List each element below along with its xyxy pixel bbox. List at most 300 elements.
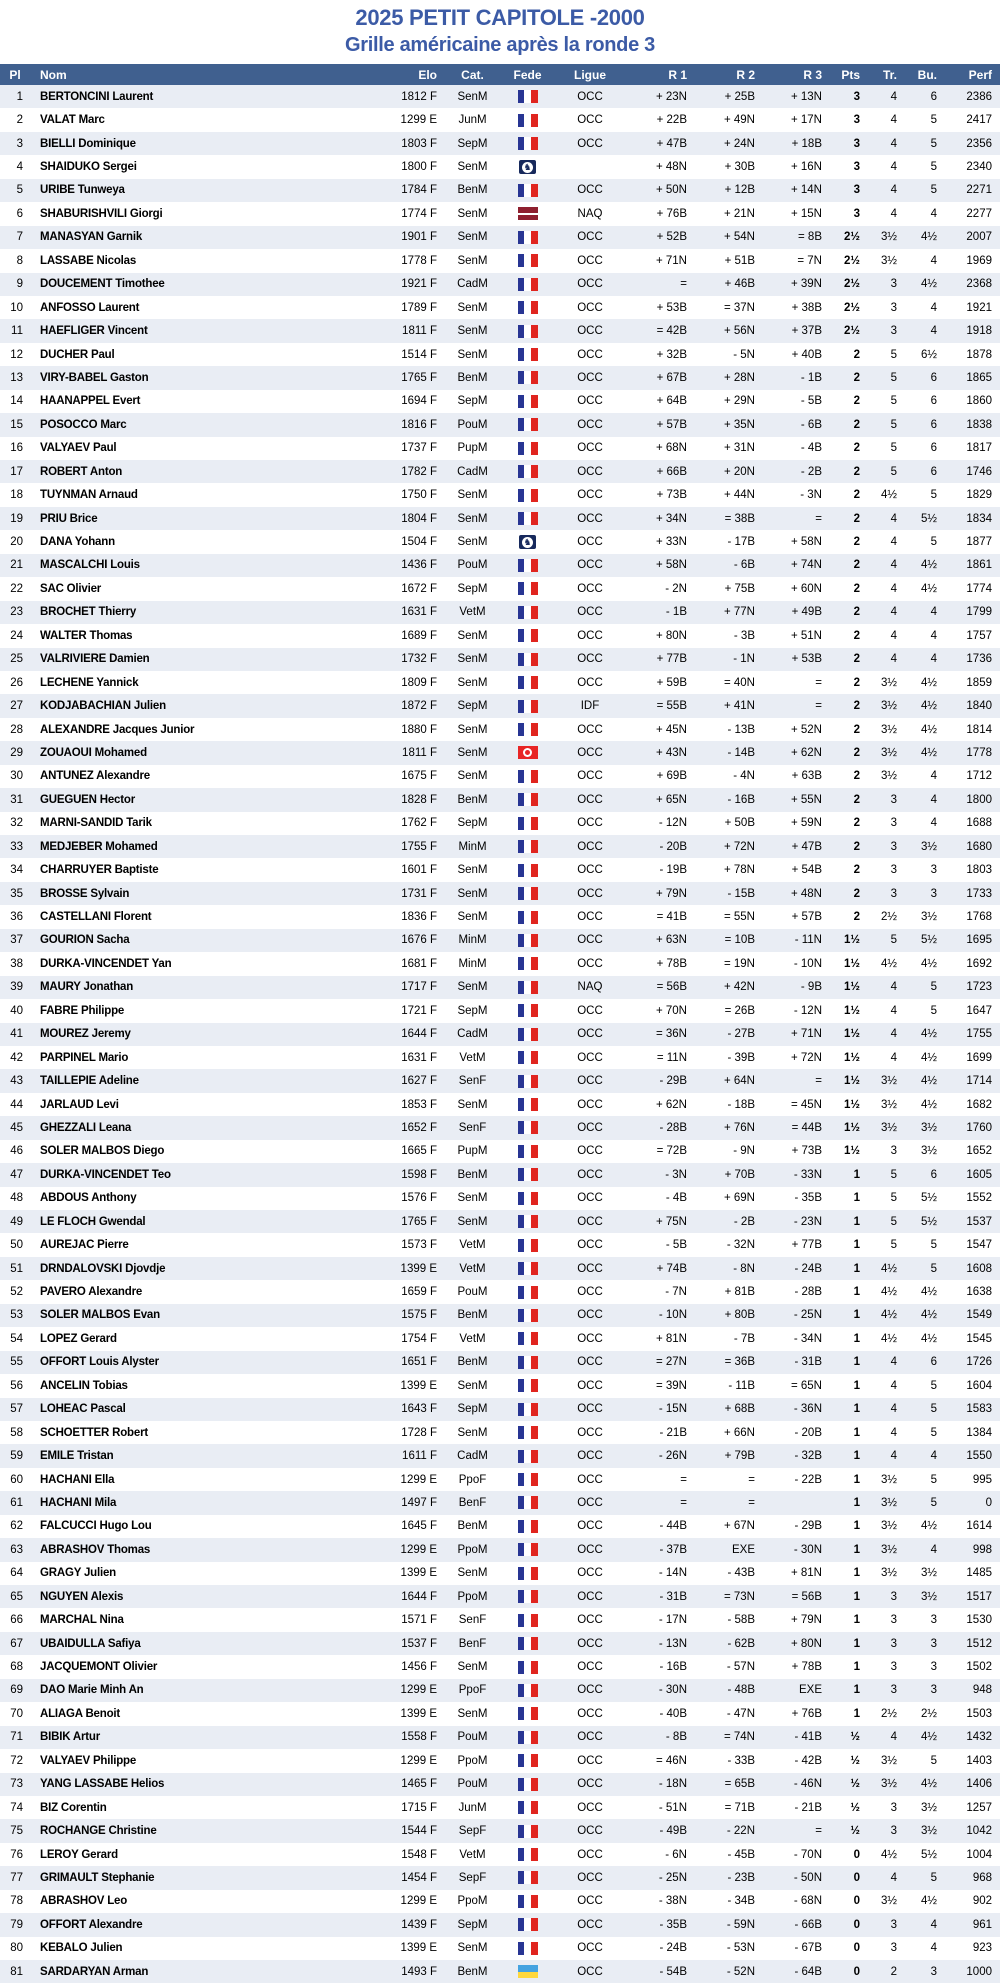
- round-1-result: + 66B: [656, 465, 687, 478]
- points: ½: [850, 1754, 860, 1767]
- category: SenM: [457, 653, 488, 666]
- france-flag: [518, 1684, 538, 1697]
- federation: [500, 1614, 555, 1627]
- elo: 1456 F: [401, 1661, 437, 1674]
- federation: [500, 231, 555, 244]
- player-name: HACHANI Ella: [40, 1473, 115, 1486]
- category: SenM: [457, 1379, 488, 1392]
- round-2-result: + 79B: [724, 1450, 755, 1463]
- round-1-result: - 5B: [665, 1239, 687, 1252]
- elo: 1784 F: [401, 184, 437, 197]
- round-3-result: =: [815, 676, 822, 689]
- rank: 40: [10, 1004, 23, 1017]
- league: OCC: [577, 1918, 603, 1931]
- round-1-result: + 79N: [655, 887, 687, 900]
- federation: [500, 1004, 555, 1017]
- federation: [500, 1543, 555, 1556]
- round-1-result: + 43N: [655, 746, 687, 759]
- round-3-result: - 9B: [800, 981, 822, 994]
- france-flag: [518, 1426, 538, 1439]
- category: PpoM: [457, 1754, 488, 1767]
- league: OCC: [577, 1871, 603, 1884]
- round-1-result: - 6N: [665, 1848, 687, 1861]
- round-2-result: + 12B: [724, 184, 755, 197]
- category: CadM: [457, 1450, 488, 1463]
- elo: 1643 F: [401, 1403, 437, 1416]
- round-3-result: + 17N: [790, 114, 822, 127]
- round-1-result: - 15N: [658, 1403, 687, 1416]
- round-1-result: + 23N: [655, 90, 687, 103]
- column-header-tr: Tr.: [882, 67, 897, 82]
- tiebreak-bu: 4: [930, 653, 937, 666]
- league: OCC: [577, 371, 603, 384]
- round-3-result: + 80N: [790, 1637, 822, 1650]
- elo: 1765 F: [401, 1215, 437, 1228]
- france-flag: [518, 770, 538, 783]
- tiebreak-tr: 3½: [881, 770, 897, 783]
- elo: 1631 F: [401, 1051, 437, 1064]
- table-row: [0, 460, 1000, 483]
- elo: 1601 F: [401, 864, 437, 877]
- category: SepM: [457, 1403, 488, 1416]
- tiebreak-bu: 5: [930, 1496, 937, 1509]
- elo: 1659 F: [401, 1286, 437, 1299]
- round-3-result: + 38B: [791, 301, 822, 314]
- tiebreak-bu: 3½: [921, 911, 937, 924]
- league: OCC: [577, 840, 603, 853]
- round-3-result: - 70N: [793, 1848, 822, 1861]
- league: IDF: [580, 700, 600, 713]
- round-1-result: = 27N: [655, 1356, 687, 1369]
- player-name: OFFORT Alexandre: [40, 1918, 143, 1931]
- performance: 1257: [966, 1801, 992, 1814]
- tiebreak-tr: 3½: [881, 1473, 897, 1486]
- round-2-result: - 48B: [727, 1684, 755, 1697]
- league: OCC: [577, 676, 603, 689]
- rank: 48: [10, 1192, 23, 1205]
- france-flag: [518, 371, 538, 384]
- elo: 1299 E: [400, 1754, 437, 1767]
- table-row: [0, 132, 1000, 155]
- tiebreak-bu: 4: [930, 301, 937, 314]
- elo: 1571 F: [401, 1614, 437, 1627]
- round-2-result: + 35N: [723, 418, 755, 431]
- france-flag: [518, 723, 538, 736]
- table-row: [0, 858, 1000, 881]
- france-flag: [518, 90, 538, 103]
- league: OCC: [577, 1754, 603, 1767]
- round-3-result: EXE: [798, 1684, 822, 1697]
- column-header-fede: Fede: [513, 67, 542, 82]
- player-name: VIRY-BABEL Gaston: [40, 371, 149, 384]
- category: SepM: [457, 1004, 488, 1017]
- tiebreak-bu: 3½: [921, 1825, 937, 1838]
- round-2-result: + 42N: [723, 981, 755, 994]
- points: 1: [853, 1262, 860, 1275]
- round-2-result: - 34B: [727, 1895, 755, 1908]
- federation: [500, 1661, 555, 1674]
- round-2-result: - 52N: [726, 1965, 755, 1978]
- player-name: SHAIDUKO Sergei: [40, 161, 137, 174]
- points: 2: [853, 887, 860, 900]
- rank: 37: [10, 934, 23, 947]
- france-flag: [518, 1871, 538, 1884]
- player-name: POSOCCO Marc: [40, 418, 127, 431]
- france-flag: [518, 1075, 538, 1088]
- player-name: BROSSE Sylvain: [40, 887, 130, 900]
- elo: 1558 F: [401, 1731, 437, 1744]
- tiebreak-tr: 4: [890, 559, 897, 572]
- league: OCC: [577, 746, 603, 759]
- round-2-result: - 32N: [726, 1239, 755, 1252]
- player-name: LECHENE Yannick: [40, 676, 139, 689]
- category: MinM: [458, 840, 487, 853]
- france-flag: [518, 934, 538, 947]
- rank: 61: [10, 1496, 23, 1509]
- performance: 1969: [966, 254, 992, 267]
- round-3-result: =: [815, 700, 822, 713]
- round-2-result: - 5N: [733, 348, 755, 361]
- performance: 1000: [966, 1965, 992, 1978]
- round-2-result: - 27B: [727, 1028, 755, 1041]
- tiebreak-bu: 5: [930, 1262, 937, 1275]
- table-row: [0, 812, 1000, 835]
- points: 2: [853, 653, 860, 666]
- tiebreak-bu: 4½: [921, 1028, 937, 1041]
- table-row: [0, 108, 1000, 131]
- category: BenM: [457, 371, 488, 384]
- tiebreak-tr: 3: [890, 1637, 897, 1650]
- points: 2½: [844, 231, 860, 244]
- table-row: [0, 1491, 1000, 1514]
- category: VetM: [459, 1262, 486, 1275]
- federation: [500, 348, 555, 361]
- category: CadM: [457, 278, 488, 291]
- category: SenM: [457, 629, 488, 642]
- france-flag: [518, 911, 538, 924]
- federation: [500, 981, 555, 994]
- points: 1½: [844, 934, 860, 947]
- elo: 1399 E: [400, 1262, 437, 1275]
- tiebreak-tr: 3: [890, 1684, 897, 1697]
- round-2-result: - 57N: [726, 1661, 755, 1674]
- player-name: MEDJEBER Mohamed: [40, 840, 158, 853]
- player-name: ANFOSSO Laurent: [40, 301, 140, 314]
- round-1-result: = 46N: [655, 1754, 687, 1767]
- category: PpoM: [457, 1895, 488, 1908]
- tiebreak-bu: 3½: [921, 1145, 937, 1158]
- table-row: [0, 85, 1000, 108]
- points: 1½: [844, 981, 860, 994]
- tiebreak-bu: 4½: [921, 1731, 937, 1744]
- round-2-result: - 11B: [728, 1379, 755, 1392]
- points: 2: [853, 465, 860, 478]
- points: 1: [853, 1684, 860, 1697]
- tiebreak-tr: 3½: [881, 231, 897, 244]
- category: SepM: [457, 1918, 488, 1931]
- federation: [500, 1707, 555, 1720]
- tiebreak-tr: 4: [890, 1871, 897, 1884]
- federation: [500, 1075, 555, 1088]
- rank: 4: [16, 161, 23, 174]
- federation: [500, 1942, 555, 1955]
- points: ½: [850, 1825, 860, 1838]
- column-header-elo: Elo: [418, 67, 437, 82]
- round-2-result: - 2B: [733, 1215, 755, 1228]
- france-flag: [518, 676, 538, 689]
- elo: 1804 F: [401, 512, 437, 525]
- round-3-result: + 16N: [790, 161, 822, 174]
- elo: 1454 F: [401, 1871, 437, 1884]
- category: SenM: [457, 231, 488, 244]
- round-1-result: - 12N: [658, 817, 687, 830]
- league: OCC: [577, 1075, 603, 1088]
- points: 2: [853, 840, 860, 853]
- round-2-result: + 54N: [723, 231, 755, 244]
- round-1-result: + 76B: [656, 207, 687, 220]
- elo: 1921 F: [401, 278, 437, 291]
- rank: 24: [10, 629, 23, 642]
- player-name: ANTUNEZ Alexandre: [40, 770, 150, 783]
- table-row: [0, 1538, 1000, 1561]
- tiebreak-tr: 3: [890, 840, 897, 853]
- points: ½: [850, 1731, 860, 1744]
- tiebreak-tr: 4: [890, 1403, 897, 1416]
- round-3-result: - 1B: [800, 371, 822, 384]
- federation: [500, 629, 555, 642]
- tiebreak-bu: 5: [930, 536, 937, 549]
- france-flag: [518, 1379, 538, 1392]
- performance: 1384: [966, 1426, 992, 1439]
- points: 1: [853, 1567, 860, 1580]
- points: 1: [853, 1496, 860, 1509]
- category: PupM: [457, 1145, 488, 1158]
- tournament-subtitle: Grille américaine après la ronde 3: [345, 34, 655, 56]
- tiebreak-tr: 4: [890, 207, 897, 220]
- elo: 1782 F: [401, 465, 437, 478]
- tiebreak-bu: 4: [930, 817, 937, 830]
- federation: [500, 1450, 555, 1463]
- performance: 961: [972, 1918, 992, 1931]
- category: PouM: [457, 1778, 488, 1791]
- round-2-result: + 50B: [724, 817, 755, 830]
- tiebreak-tr: 5: [890, 1192, 897, 1205]
- table-row: [0, 1655, 1000, 1678]
- league: OCC: [577, 1614, 603, 1627]
- category: SenM: [457, 512, 488, 525]
- league: OCC: [577, 1192, 603, 1205]
- points: 1: [853, 1473, 860, 1486]
- player-name: ROBERT Anton: [40, 465, 123, 478]
- france-flag: [518, 137, 538, 150]
- rank: 73: [10, 1778, 23, 1791]
- france-flag: [518, 629, 538, 642]
- player-name: VALYAEV Paul: [40, 442, 117, 455]
- category: SenM: [457, 864, 488, 877]
- round-2-result: + 77N: [723, 606, 755, 619]
- round-1-result: + 58N: [655, 559, 687, 572]
- tiebreak-tr: 4½: [881, 489, 897, 502]
- round-1-result: - 40B: [659, 1707, 687, 1720]
- tiebreak-bu: 4½: [921, 582, 937, 595]
- tiebreak-tr: 4: [890, 512, 897, 525]
- league: OCC: [577, 442, 603, 455]
- elo: 1651 F: [401, 1356, 437, 1369]
- france-flag: [518, 1192, 538, 1205]
- tiebreak-tr: 3½: [881, 723, 897, 736]
- tiebreak-bu: 6: [930, 90, 937, 103]
- player-name: KEBALO Julien: [40, 1942, 123, 1955]
- table-row: [0, 1093, 1000, 1116]
- round-2-result: - 58B: [727, 1614, 755, 1627]
- ukraine-flag: [518, 1965, 538, 1978]
- table-row: [0, 1398, 1000, 1421]
- rank: 63: [10, 1543, 23, 1556]
- tiebreak-tr: 3: [890, 278, 897, 291]
- table-row: [0, 1749, 1000, 1772]
- player-name: GHEZZALI Leana: [40, 1121, 132, 1134]
- round-1-result: + 22B: [656, 114, 687, 127]
- round-1-result: - 19B: [659, 864, 687, 877]
- round-2-result: = 74N: [723, 1731, 755, 1744]
- table-row: [0, 577, 1000, 600]
- category: SenM: [457, 1707, 488, 1720]
- points: 1: [853, 1215, 860, 1228]
- federation: [500, 1309, 555, 1322]
- federation: [500, 1473, 555, 1486]
- tiebreak-tr: 5: [890, 348, 897, 361]
- tiebreak-tr: 4: [890, 114, 897, 127]
- elo: 1675 F: [401, 770, 437, 783]
- tiebreak-tr: 3½: [881, 1496, 897, 1509]
- round-2-result: + 72N: [723, 840, 755, 853]
- round-1-result: - 30N: [658, 1684, 687, 1697]
- player-name: PARPINEL Mario: [40, 1051, 129, 1064]
- table-row: [0, 273, 1000, 296]
- performance: 1605: [966, 1168, 992, 1181]
- rank: 59: [10, 1450, 23, 1463]
- category: SenM: [457, 981, 488, 994]
- performance: 1859: [966, 676, 992, 689]
- france-flag: [518, 981, 538, 994]
- rank: 45: [10, 1121, 23, 1134]
- performance: 1878: [966, 348, 992, 361]
- rank: 55: [10, 1356, 23, 1369]
- performance: 995: [972, 1473, 992, 1486]
- federation: [500, 114, 555, 127]
- round-2-result: EXE: [731, 1543, 755, 1556]
- tiebreak-tr: 3½: [881, 1520, 897, 1533]
- tiebreak-bu: 4: [930, 1450, 937, 1463]
- federation: [500, 1168, 555, 1181]
- points: 1½: [844, 957, 860, 970]
- france-flag: [518, 1145, 538, 1158]
- round-1-result: - 18N: [658, 1778, 687, 1791]
- category: BenM: [457, 1168, 488, 1181]
- player-name: CHARRUYER Baptiste: [40, 864, 159, 877]
- elo: 1774 F: [401, 207, 437, 220]
- rank: 34: [10, 864, 23, 877]
- league: OCC: [577, 90, 603, 103]
- round-3-result: - 12N: [793, 1004, 822, 1017]
- latvia-flag: [518, 207, 538, 220]
- points: 2: [853, 911, 860, 924]
- france-flag: [518, 887, 538, 900]
- points: 1: [853, 1426, 860, 1439]
- tiebreak-tr: 3½: [881, 1895, 897, 1908]
- performance: 1638: [966, 1286, 992, 1299]
- category: SepM: [457, 137, 488, 150]
- rank: 64: [10, 1567, 23, 1580]
- player-name: GOURION Sacha: [40, 934, 130, 947]
- rank: 70: [10, 1707, 23, 1720]
- league: OCC: [577, 1825, 603, 1838]
- elo: 1803 F: [401, 137, 437, 150]
- category: SenM: [457, 254, 488, 267]
- round-2-result: - 45B: [727, 1848, 755, 1861]
- column-header-pts: Pts: [841, 67, 860, 82]
- performance: 2417: [966, 114, 992, 127]
- tiebreak-tr: 3: [890, 301, 897, 314]
- tiebreak-tr: 5: [890, 1168, 897, 1181]
- player-name: ABDOUS Anthony: [40, 1192, 137, 1205]
- rank: 11: [11, 325, 23, 338]
- tiebreak-tr: 5: [890, 371, 897, 384]
- round-1-result: =: [680, 1496, 687, 1509]
- round-1-result: + 34N: [655, 512, 687, 525]
- table-row: [0, 718, 1000, 741]
- round-3-result: = 45N: [790, 1098, 822, 1111]
- round-2-result: + 75B: [724, 582, 755, 595]
- round-3-result: - 36N: [793, 1403, 822, 1416]
- league: OCC: [577, 1403, 603, 1416]
- tiebreak-bu: 6: [930, 395, 937, 408]
- round-1-result: - 13N: [658, 1637, 687, 1650]
- elo: 1299 E: [400, 1895, 437, 1908]
- elo: 1299 E: [400, 1473, 437, 1486]
- round-1-result: - 25N: [658, 1871, 687, 1884]
- federation: [500, 1918, 555, 1931]
- column-header-bu: Bu.: [917, 67, 937, 82]
- france-flag: [518, 1590, 538, 1603]
- table-row: [0, 1374, 1000, 1397]
- round-2-result: + 51B: [724, 254, 755, 267]
- tiebreak-tr: 4: [890, 1356, 897, 1369]
- performance: 1608: [966, 1262, 992, 1275]
- rank: 67: [10, 1637, 23, 1650]
- player-name: FABRE Philippe: [40, 1004, 125, 1017]
- tiebreak-bu: 3: [930, 1965, 937, 1978]
- rank: 30: [10, 770, 23, 783]
- france-flag: [518, 1473, 538, 1486]
- round-3-result: = 56B: [791, 1590, 822, 1603]
- elo: 1809 F: [401, 676, 437, 689]
- player-name: FALCUCCI Hugo Lou: [40, 1520, 152, 1533]
- rank: 46: [10, 1145, 23, 1158]
- fide-flag: ♞: [519, 160, 536, 174]
- table-row: [0, 1585, 1000, 1608]
- performance: 1545: [966, 1332, 992, 1345]
- france-flag: [518, 1731, 538, 1744]
- table-row: [0, 179, 1000, 202]
- league: OCC: [577, 1496, 603, 1509]
- points: 1½: [844, 1028, 860, 1041]
- points: 2: [853, 418, 860, 431]
- elo: 1439 F: [401, 1918, 437, 1931]
- round-2-result: =: [748, 1473, 755, 1486]
- round-3-result: - 5B: [800, 395, 822, 408]
- tiebreak-tr: 2: [890, 1965, 897, 1978]
